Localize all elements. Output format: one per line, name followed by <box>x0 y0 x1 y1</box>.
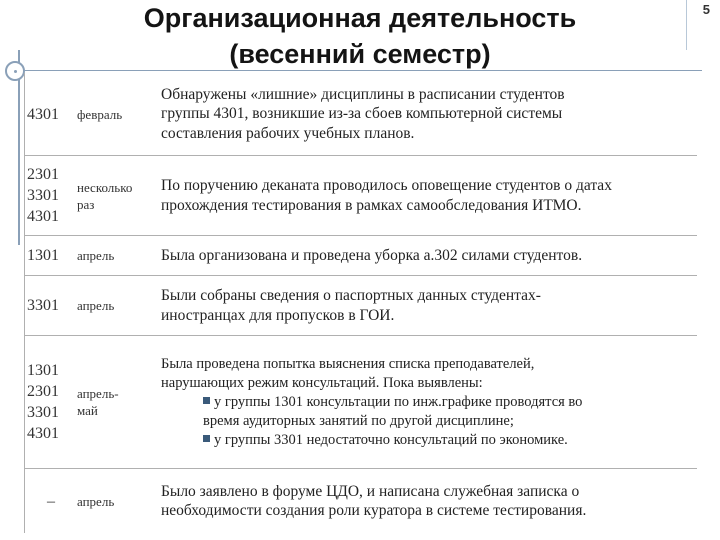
date-cell <box>77 336 157 468</box>
description-cell <box>161 156 697 235</box>
square-bullet-icon <box>203 397 210 404</box>
group-cell <box>25 276 75 335</box>
bullet-item <box>161 431 582 450</box>
description-line: По поручению деканата проводилось оповещение студентов о датах <box>161 177 612 194</box>
group-cell <box>25 469 75 533</box>
group-cell <box>25 73 75 155</box>
group-number: 4301 <box>27 425 59 442</box>
date-label: февраль <box>77 106 123 122</box>
group-number: 3301 <box>27 404 59 421</box>
description-line: нарушающих режим консультаций. Пока выявлены: <box>161 374 483 391</box>
description-line: составления рабочих учебных планов. <box>161 124 415 142</box>
group-dash: – <box>47 492 55 510</box>
description-line: иностранцах для пропусков в ГОИ. <box>161 306 395 324</box>
group-number: 1301 <box>27 362 59 379</box>
date-label: апрель <box>77 493 115 509</box>
date-cell <box>77 236 157 275</box>
date-label: апрель <box>77 298 115 313</box>
description-line: Была проведена попытка выяснения списка преподавателей, <box>161 355 535 372</box>
decor-vertical-line-right <box>686 0 687 50</box>
group-number: 1301 <box>27 247 59 264</box>
bullet-item <box>161 393 582 412</box>
table-row <box>25 73 697 156</box>
date-cell <box>77 156 157 235</box>
group-cell <box>25 156 75 235</box>
description-cell <box>161 236 697 275</box>
decor-circle-icon <box>5 61 25 81</box>
group-cell <box>25 336 75 468</box>
slide-title <box>60 0 660 72</box>
table-row <box>25 236 697 276</box>
bullet-text: у группы 3301 недостаточно консультаций по экономике. <box>214 431 568 448</box>
date-label: раз <box>77 196 95 212</box>
page-number: 5 <box>702 2 710 17</box>
group-number: 3301 <box>27 297 59 314</box>
table-row <box>25 276 697 336</box>
activity-table <box>24 73 697 533</box>
group-number: 4301 <box>27 105 59 123</box>
group-number: 3301 <box>27 187 59 204</box>
slide-title-line1: Организационная деятельность <box>143 3 577 33</box>
description-cell <box>161 469 697 533</box>
description-cell <box>161 336 697 468</box>
description-line: Были собраны сведения о паспортных данных студентах- <box>161 287 541 304</box>
description-line: Обнаружены «лишние» дисциплины в расписании студентов <box>161 85 565 103</box>
bullet-item-continuation: время аудиторных занятий по другой дисциплине; <box>203 412 514 429</box>
slide-title-line2: (весенний семестр) <box>229 39 491 69</box>
table-row <box>25 469 697 533</box>
group-number: 4301 <box>27 208 59 225</box>
date-label: апрель- <box>77 386 119 401</box>
group-number: 2301 <box>27 166 59 183</box>
table-row <box>25 336 697 469</box>
description-line: прохождения тестирования в рамках самообследования ИТМО. <box>161 196 582 214</box>
date-cell <box>77 276 157 335</box>
description-line: необходимости создания роли куратора в системе тестирования. <box>161 502 587 519</box>
description-line: группы 4301, возникшие из-за сбоев компьютерной системы <box>161 105 563 123</box>
bullet-text: у группы 1301 консультации по инж.графике проводятся во <box>214 393 583 410</box>
date-label: несколько <box>77 179 133 195</box>
description-line: Была организована и проведена уборка а.302 силами студентов. <box>161 246 583 264</box>
date-cell <box>77 73 157 155</box>
description-cell <box>161 73 697 155</box>
square-bullet-icon <box>203 435 210 442</box>
group-number: 2301 <box>27 383 59 400</box>
group-cell <box>25 236 75 275</box>
description-line: Было заявлено в форуме ЦДО, и написана служебная записка о <box>161 482 580 500</box>
table-row <box>25 156 697 236</box>
decor-horizontal-line <box>22 70 702 71</box>
date-cell <box>77 469 157 533</box>
date-label: май <box>77 403 98 418</box>
description-cell <box>161 276 697 335</box>
date-label: апрель <box>77 248 115 263</box>
